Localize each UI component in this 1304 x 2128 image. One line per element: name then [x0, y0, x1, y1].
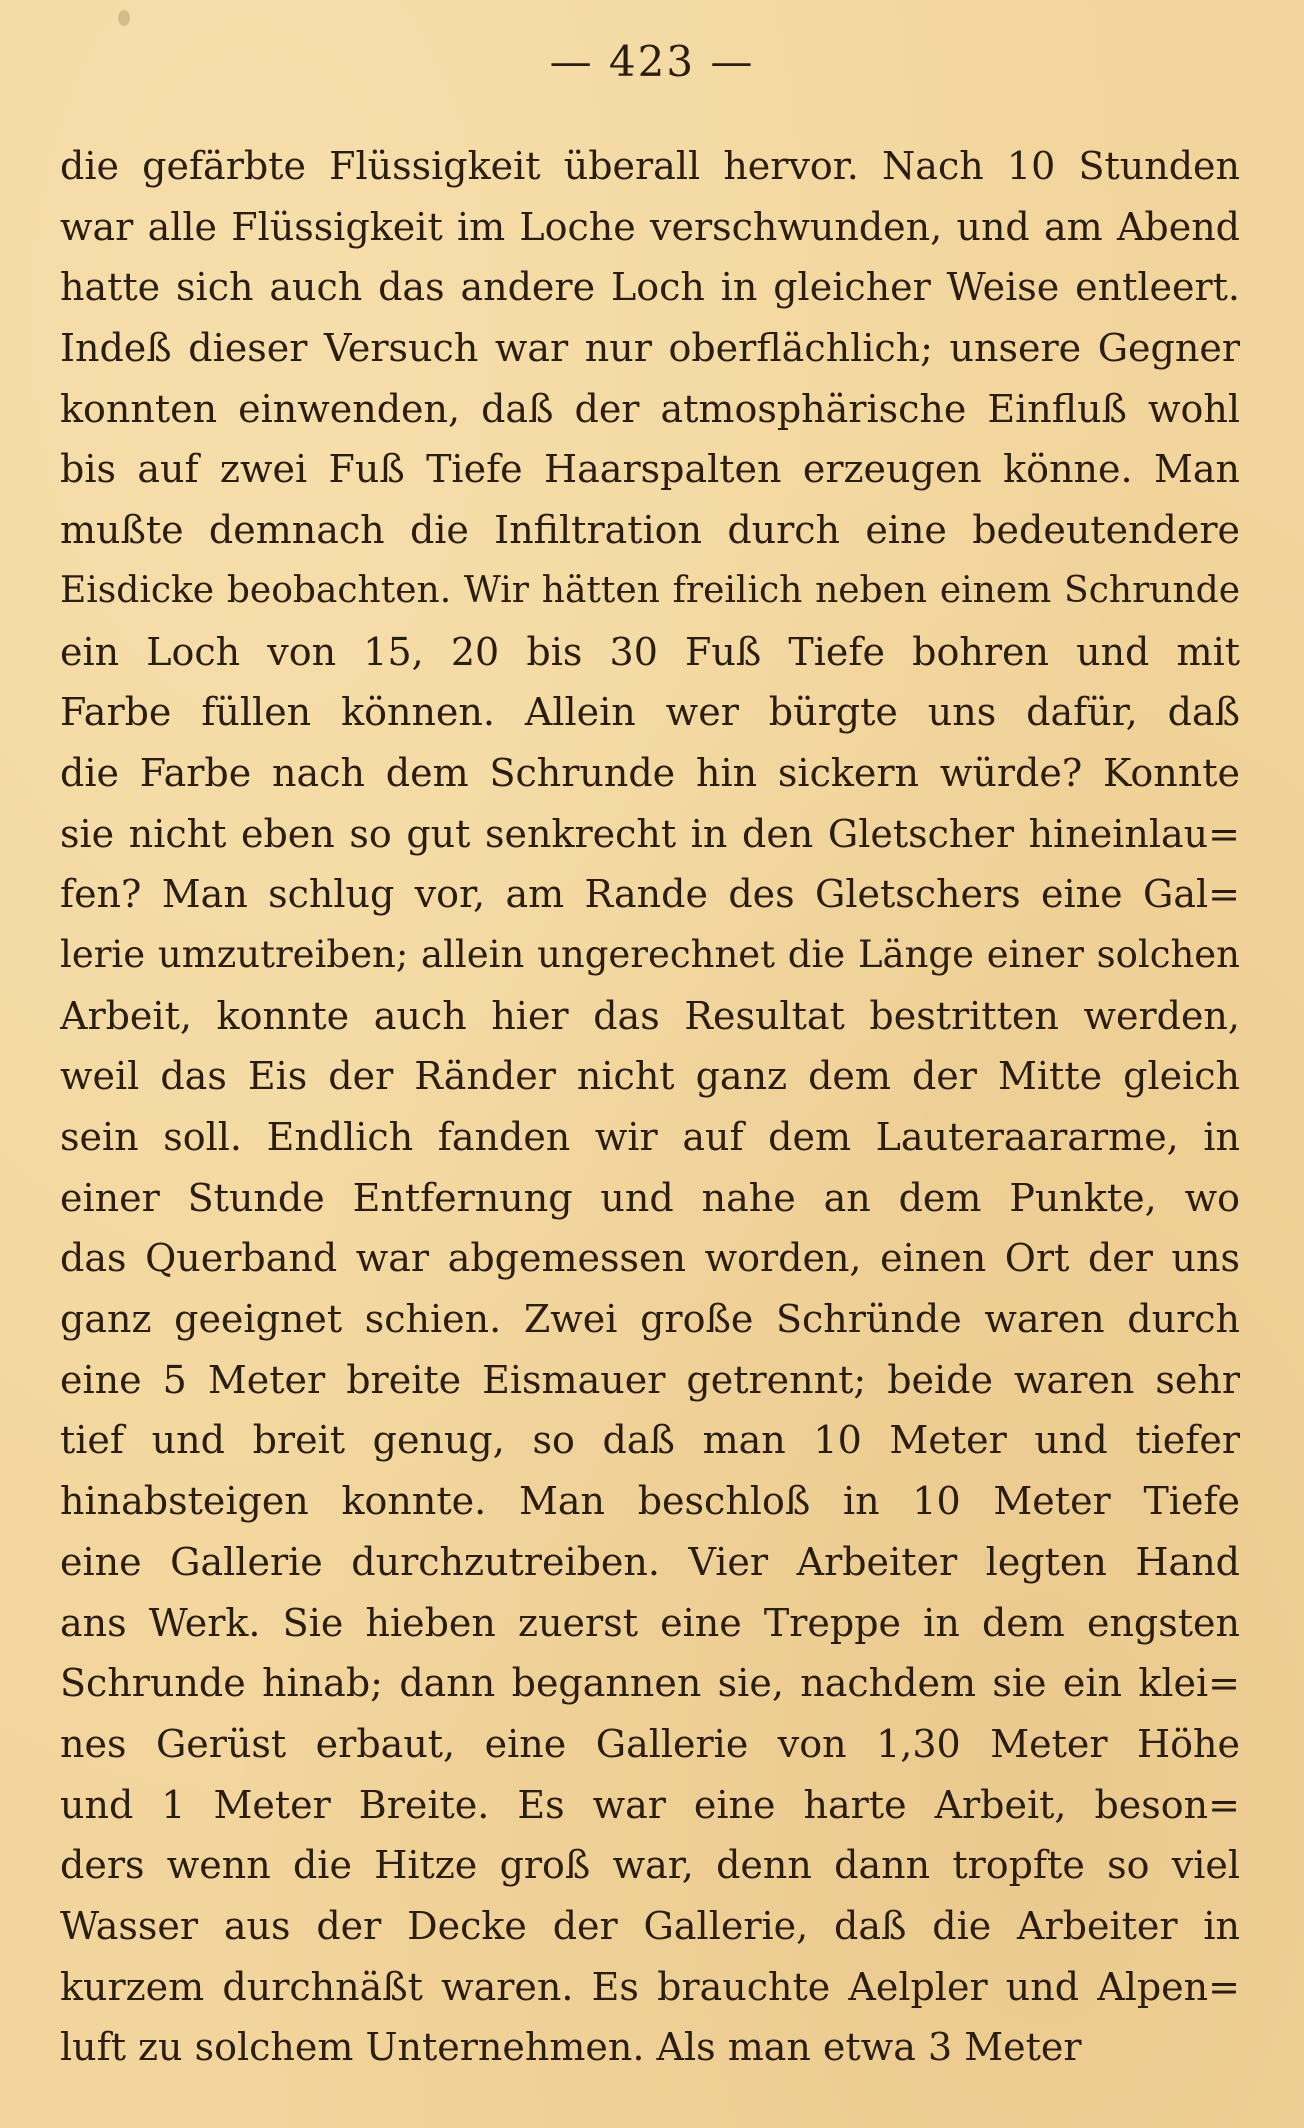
text-line: eine Gallerie durchzutreiben. Vier Arbeiter legten Hand: [60, 1539, 1240, 1584]
body-text: [60, 136, 1240, 2078]
text-line: sie nicht eben so gut senkrecht in den Gletscher hineinlau=: [60, 811, 1240, 856]
text-line: die gefärbte Flüssigkeit überall hervor. Nach 10 Stunden: [60, 144, 1240, 188]
text-line: ein Loch von 15, 20 bis 30 Fuß Tiefe bohren und mit: [60, 629, 1240, 674]
text-line: die Farbe nach dem Schrunde hin sickern würde? Konnte: [60, 750, 1240, 795]
text-line: Eisdicke beobachten. Wir hätten freilich neben einem Schrunde: [60, 569, 1240, 611]
text-line: hinabsteigen konnte. Man beschloß in 10 Meter Tiefe: [60, 1479, 1240, 1524]
text-line: das Querband war abgemessen worden, einen Ort der uns: [60, 1236, 1240, 1281]
text-line: ganz geeignet schien. Zwei große Schründe waren durch: [60, 1297, 1240, 1342]
text-line: Indeß dieser Versuch war nur oberflächlich; unsere Gegner: [60, 326, 1240, 371]
text-line: Arbeit, konnte auch hier das Resultat bestritten werden,: [60, 993, 1240, 1038]
text-line: lerie umzutreiben; allein ungerechnet die Länge einer solchen: [60, 932, 1240, 976]
text-line: einer Stunde Entfernung und nahe an dem Punkte, wo: [60, 1175, 1240, 1220]
text-line: nes Gerüst erbaut, eine Gallerie von 1,30 Meter Höhe: [60, 1721, 1240, 1766]
text-line: weil das Eis der Ränder nicht ganz dem der Mitte gleich: [60, 1054, 1240, 1099]
text-line: eine 5 Meter breite Eismauer getrennt; beide waren sehr: [60, 1357, 1240, 1402]
page-number: — 423 —: [549, 37, 755, 86]
text-line: sein soll. Endlich fanden wir auf dem Lauteraararme, in: [60, 1115, 1240, 1159]
text-line: mußte demnach die Infiltration durch eine bedeutendere: [60, 508, 1240, 553]
text-line: fen? Man schlug vor, am Rande des Gletschers eine Gal=: [60, 872, 1240, 917]
text-line: war alle Flüssigkeit im Loche verschwunden, und am Abend: [60, 204, 1240, 249]
text-line: bis auf zwei Fuß Tiefe Haarspalten erzeugen könne. Man: [60, 447, 1240, 492]
text-line: und 1 Meter Breite. Es war eine harte Arbeit, beson=: [60, 1782, 1240, 1827]
text-line: Wasser aus der Decke der Gallerie, daß die Arbeiter in: [60, 1903, 1240, 1948]
text-line: Schrunde hinab; dann begannen sie, nachdem sie ein klei=: [60, 1661, 1240, 1706]
text-line: tief und breit genug, so daß man 10 Meter und tiefer: [60, 1418, 1240, 1463]
text-line: ders wenn die Hitze groß war, denn dann tropfte so viel: [60, 1843, 1240, 1888]
paper-stain: [118, 10, 130, 26]
text-line: kurzem durchnäßt waren. Es brauchte Aelpler und Alpen=: [60, 1964, 1240, 2009]
text-line: ans Werk. Sie hieben zuerst eine Treppe in dem engsten: [60, 1600, 1240, 1645]
text-line: konnten einwenden, daß der atmosphärische Einfluß wohl: [60, 386, 1240, 431]
text-line: luft zu solchem Unternehmen. Als man etwa 3 Meter: [60, 2025, 1082, 2070]
text-line: hatte sich auch das andere Loch in gleicher Weise entleert.: [60, 265, 1240, 310]
text-line: Farbe füllen können. Allein wer bürgte uns dafür, daß: [60, 690, 1240, 735]
